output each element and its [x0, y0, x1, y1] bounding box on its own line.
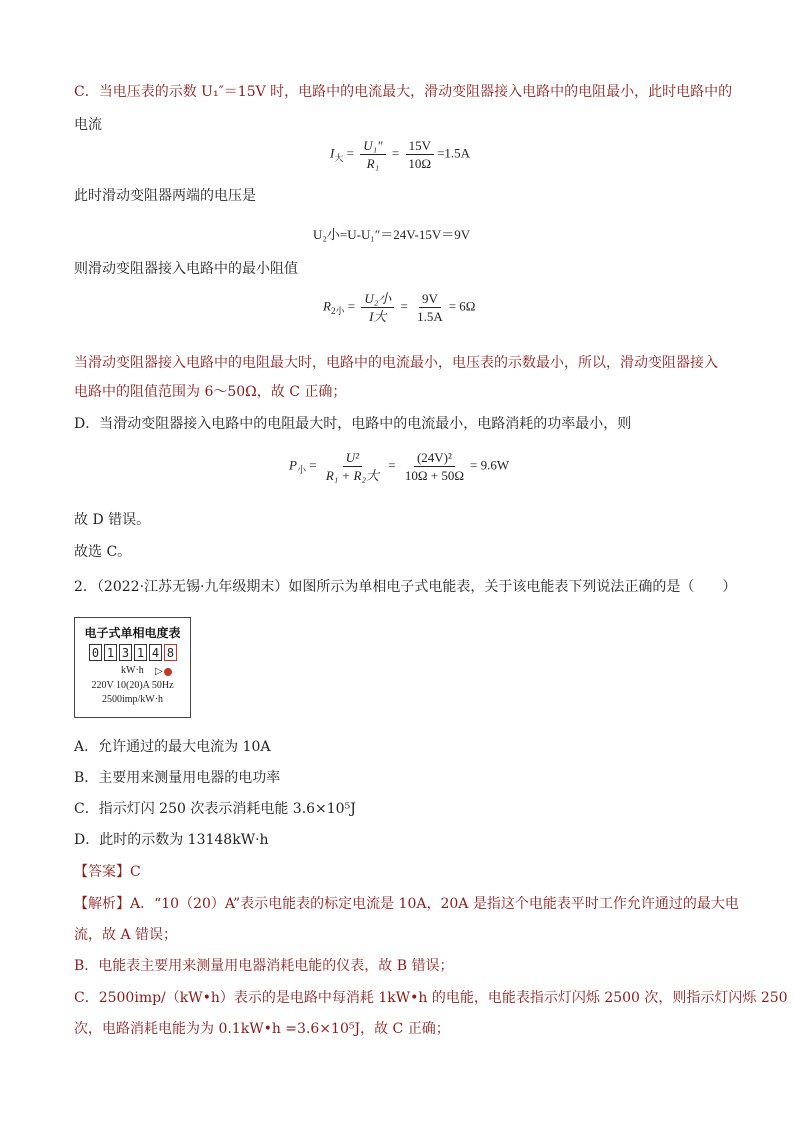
meter-spec-constant: 2500imp/kW·h [101, 694, 164, 705]
option-c: C．指示灯闪 250 次表示消耗电能 3.6×10⁵J [74, 801, 356, 817]
formula-lhs: P [289, 457, 297, 473]
meter-digit: 1 [134, 644, 147, 661]
meter-unit: kW·h [121, 665, 144, 676]
analysis-b: B．电能表主要用来测量用电器消耗电能的仪表，故 B 错误； [74, 958, 454, 974]
analysis-a-line-2: 流，故 A 错误； [74, 927, 178, 943]
partc-line-6: 电路中的阻值范围为 6～50Ω，故 C 正确； [74, 384, 347, 400]
partc-line-1: C．当电压表的示数 U₁″＝15V 时，电路中的电流最大，滑动变阻器接入电路中的电阻最小，此时电路中的 [74, 84, 733, 100]
formula-lhs-sub: 小 [296, 465, 306, 476]
meter-spec-rating: 220V 10(20)A 50Hz [91, 680, 174, 691]
meter-digit-decimal: 8 [164, 644, 177, 661]
fraction-den: I大 [369, 309, 387, 324]
meter-title: 电子式单相电度表 [84, 626, 181, 640]
formula-lhs: I [330, 145, 335, 161]
formula-result: = 6Ω [448, 298, 476, 314]
fraction-den: 10Ω [408, 156, 432, 171]
answer: 【答案】C [74, 864, 141, 880]
formula-voltage-min: U₂小=U-U₁″＝24V-15V＝9V [313, 227, 471, 242]
analysis-a-line-1: 【解析】A．“10（20）A”表示电能表的标定电流是 10A，20A 是指这个电能表平时工作允许通过的最大电 [74, 896, 739, 912]
fraction [405, 138, 434, 171]
fraction [402, 450, 467, 483]
led-arrow-icon: ▷ [155, 666, 163, 677]
formula-power-min: $P_小$ = $\frac{\text{U²}}{\text{R₁ + R₂大}}$ = $\frac{\text{(24V)²}}{10\Omega + 50\Omega}$ = 9.6W [289, 450, 510, 483]
fraction-num: 15V [406, 138, 434, 155]
formula-lhs-sub: 大 [334, 153, 344, 164]
meter-digit: 1 [104, 644, 117, 661]
option-b: B．主要用来测量用电器的电功率 [74, 770, 281, 786]
partd-line-3: 故选 C。 [74, 544, 132, 560]
meter-led-indicator [155, 666, 172, 677]
partc-line-4: 则滑动变阻器接入电路中的最小阻值 [74, 261, 298, 277]
partd-line-1: D．当滑动变阻器接入电路中的电阻最大时，电路中的电流最小，电路消耗的功率最小，则 [74, 416, 632, 432]
partd-line-2: 故 D 错误。 [74, 512, 151, 528]
fraction-num: 9V [419, 291, 441, 308]
formula-resistance-min: $R_{2小}$ = $\frac{\text{U₂小}}{\text{I大}}$ = $\frac{9V}{1.5A}$ = 6Ω [323, 291, 476, 324]
fraction [323, 450, 382, 483]
analysis-c-line-1: C．2500imp/（kW•h）表示的是电路中每消耗 1kW•h 的电能，电能表指示灯闪烁 2500 次，则指示灯闪烁 250 [74, 990, 788, 1006]
fraction [361, 291, 394, 324]
partc-line-3: 此时滑动变阻器两端的电压是 [74, 188, 256, 204]
fraction-num: U² [343, 450, 362, 467]
fraction-num: (24V)² [414, 450, 455, 467]
analysis-c-line-2: 次，电路消耗电能为为 0.1kW•h =3.6×10⁵J，故 C 正确； [74, 1021, 450, 1037]
partc-line-2: 电流 [74, 117, 102, 133]
meter-digit: 3 [119, 644, 132, 661]
question2-stem: 2．（2022·江苏无锡·九年级期末）如图所示为单相电子式电能表，关于该电能表下列说法正确的是（ ） [74, 579, 737, 595]
meter-digit: 0 [89, 644, 102, 661]
fraction [360, 138, 385, 171]
formula-current-max: $I_大$ = $\frac{\text{U₁"}}{\text{R₁}}$ = $\frac{15V}{10\Omega}$ =1.5A [330, 138, 471, 171]
partc-line-5: 当滑动变阻器接入电路中的电阻最大时，电路中的电流最小，电压表的示数最小，所以，滑动变阻器接入 [74, 355, 718, 371]
option-a: A．允许通过的最大电流为 10A [74, 739, 271, 755]
meter-digits [89, 644, 179, 661]
energy-meter-figure [74, 617, 191, 718]
formula-result: =1.5A [437, 145, 471, 161]
fraction-den: 1.5A [417, 309, 443, 324]
led-dot-icon [164, 668, 172, 676]
formula-result: = 9.6W [470, 457, 510, 473]
fraction-den: 10Ω + 50Ω [404, 468, 465, 483]
option-d: D．此时的示数为 13148kW·h [74, 832, 269, 848]
fraction-num: U₁" [360, 138, 385, 155]
formula-lhs-sub: 2小 [330, 306, 345, 317]
fraction-den: R₁ + R₂大 [325, 468, 380, 483]
fraction [414, 291, 446, 324]
fraction-num: U₂小 [361, 291, 394, 308]
fraction-den: R₁ [366, 156, 380, 171]
formula-lhs: R [323, 298, 331, 314]
meter-digit: 4 [149, 644, 162, 661]
